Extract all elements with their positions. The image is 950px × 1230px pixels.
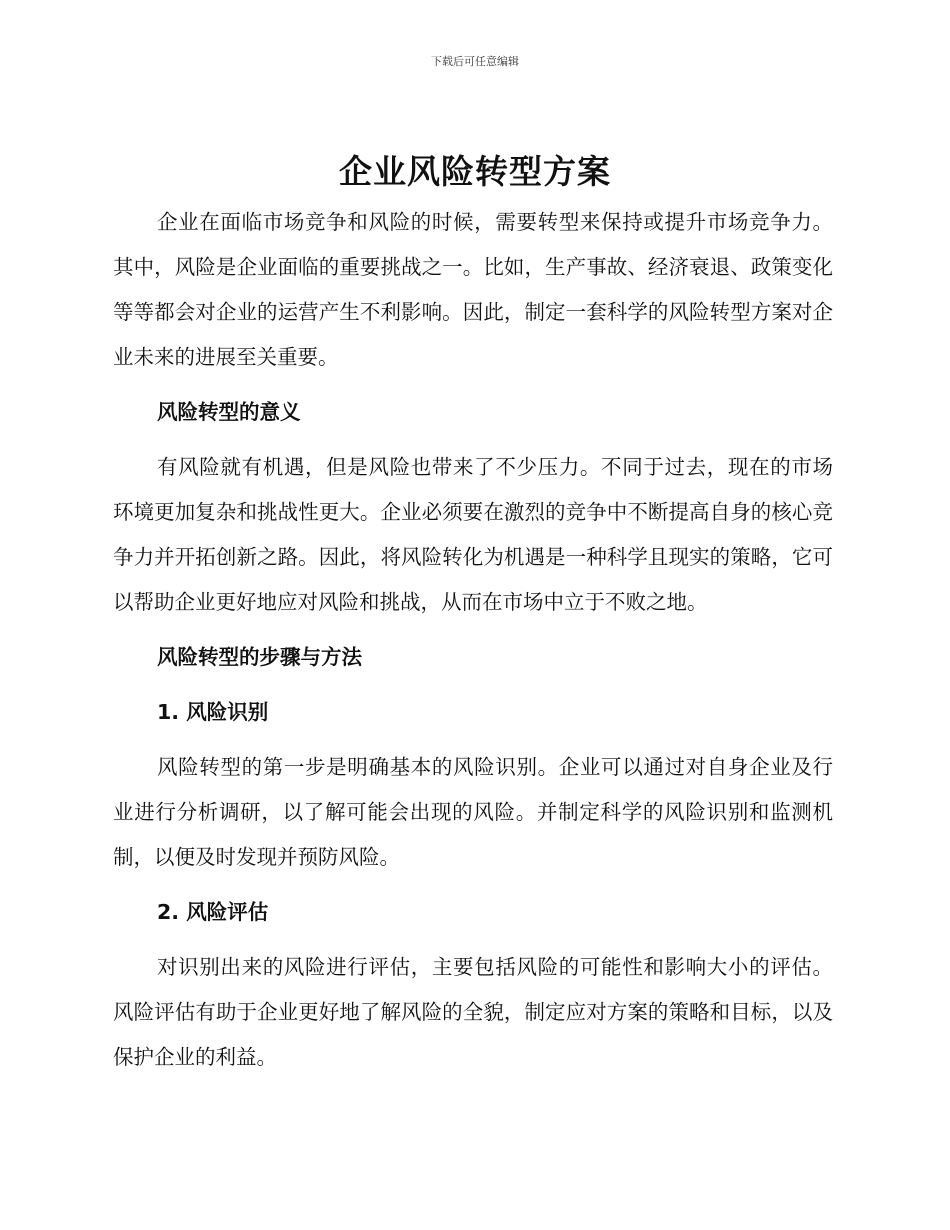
document-title: 企业风险转型方案 [339,152,611,191]
step-heading-identification: 1. 风险识别 [157,700,269,724]
document-body [113,200,833,1090]
assessment-paragraph: 对识别出来的风险进行评估，主要包括风险的可能性和影响大小的评估。风险评估有助于企业更好地了解风险的全貌，制定应对方案的策略和目标，以及保护企业的利益。 [113,955,833,1069]
identification-paragraph: 风险转型的第一步是明确基本的风险识别。企业可以通过对自身企业及行业进行分析调研，以了解可能会出现的风险。并制定科学的风险识别和监测机制，以便及时发现并预防风险。 [113,755,833,869]
section-heading-significance: 风险转型的意义 [157,400,301,424]
intro-paragraph: 企业在面临市场竞争和风险的时候，需要转型来保持或提升市场竞争力。其中，风险是企业面临的重要挑战之一。比如，生产事故、经济衰退、政策变化等等都会对企业的运营产生不利影响。因此，制定一套科学的风险转型方案对企业未来的进展至关重要。 [113,210,833,369]
page-header: 下载后可任意编辑 [431,55,519,68]
step-heading-assessment: 2. 风险评估 [157,900,269,924]
section-heading-steps: 风险转型的步骤与方法 [157,645,362,669]
significance-paragraph: 有风险就有机遇，但是风险也带来了不少压力。不同于过去，现在的市场环境更加复杂和挑战性更大。企业必须要在激烈的竞争中不断提高自身的核心竞争力并开拓创新之路。因此，将风险转化为机遇是一种科学且现实的策略，它可以帮助企业更好地应对风险和挑战，从而在市场中立于不败之地。 [113,455,833,614]
